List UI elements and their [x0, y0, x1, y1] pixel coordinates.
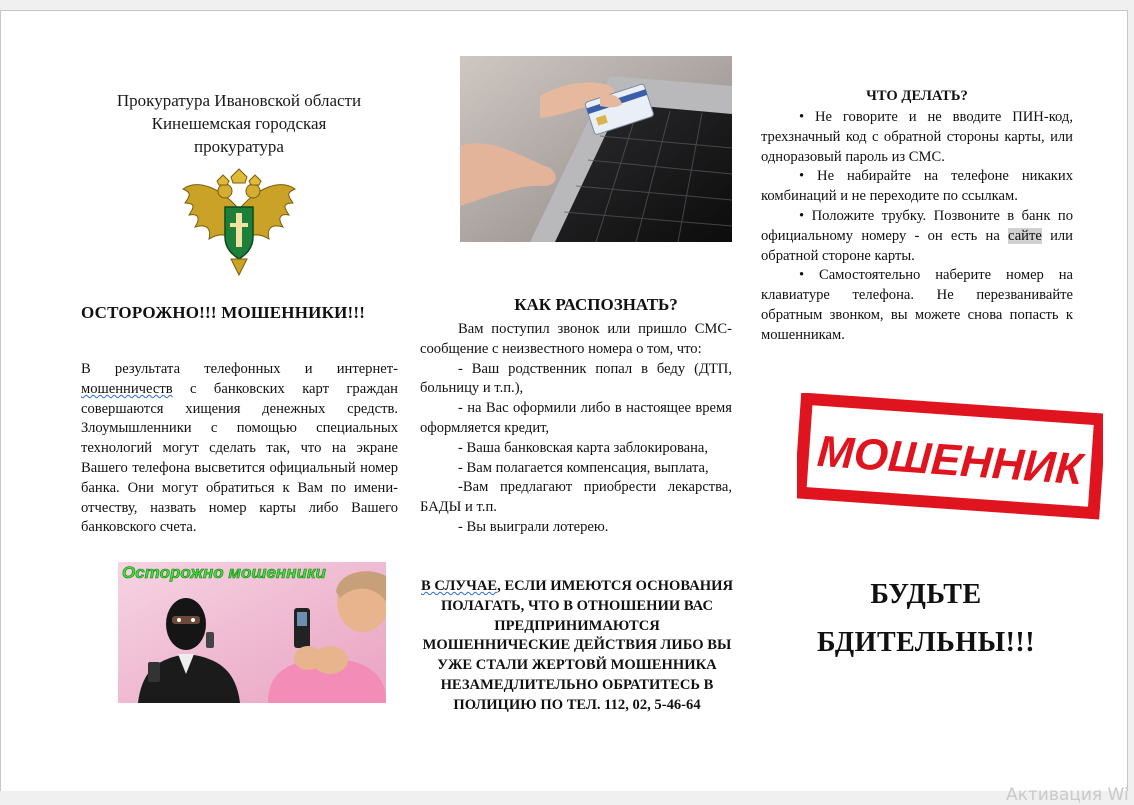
document-page — [0, 10, 1129, 805]
advice-item — [761, 207, 1073, 266]
list-item: - Вам полагается компенсация, выплата, — [458, 459, 709, 476]
recognize-list — [420, 320, 732, 538]
be-vigilant-banner — [781, 571, 1071, 667]
main-title: ОСТОРОЖНО!!! МОШЕННИКИ!!! — [81, 303, 366, 322]
windows-activation-watermark: Активация Wi — [1006, 785, 1129, 805]
warning-text: , ЕСЛИ ИМЕЮТСЯ ОСНОВАНИЯ ПОЛАГАТЬ, ЧТО В ОТНОШЕНИИ ВАС ПРЕДПРИНИМАЮТСЯ МОШЕННИЧЕСКИЕ ДЕЙСТВИЯ ЛИБО ВЫ УЖЕ СТАЛИ ЖЕРТОВЙ МОШЕННИКА НЕЗАМЕДЛИТЕЛЬНО ОБРАТИТЕСЬ В ПОЛИЦИЮ ПО ТЕЛ. 112, 02, 5-46-64 — [422, 578, 733, 713]
advice-item: • Не говорите и не вводите ПИН-код, трехзначный код с обратной стороны карты, или одноразовый пароль из СМС. — [761, 109, 1073, 165]
prosecutor-emblem-icon — [179, 167, 299, 277]
advice-text: • Положите трубку. Позвоните в банк по официальному номеру - он есть на — [761, 207, 1073, 244]
list-item: - Вы выиграли лотерею. — [458, 518, 609, 535]
what-to-do-title: ЧТО ДЕЛАТЬ? — [866, 88, 968, 104]
photo-caption: Осторожно мошенники — [122, 563, 326, 582]
stamp-text: МОШЕННИК — [815, 426, 1085, 495]
advice-text: или обратной стороне карты. — [761, 227, 1073, 264]
org-line-3: прокуратура — [194, 137, 284, 156]
recognize-intro: Вам поступил звонок или пришло СМС- сообщение с неизвестного номера о том, что: — [420, 321, 732, 357]
intro-text-a: В результата телефонных и интернет- — [81, 361, 398, 377]
vigilant-line-1: БУДЬТЕ — [870, 579, 982, 610]
police-warning — [421, 577, 733, 716]
recognize-title: КАК РАСПОЗНАТЬ? — [514, 295, 678, 314]
list-item: - Ваша банковская карта заблокирована, — [458, 439, 709, 456]
advice-item: • Не набирайте на телефоне никаких комбинаций и не переходите по ссылкам. — [761, 168, 1073, 205]
list-item: -Вам предлагают приобрести лекарства, БАДЫ и т.п. — [420, 479, 732, 516]
intro-text-wavy: мошенничеств — [81, 380, 173, 397]
highlighted-word: сайте — [1008, 227, 1042, 244]
organization-header — [104, 89, 374, 158]
list-item: - на Вас оформили либо в настоящее время оформляется кредит, — [420, 400, 732, 436]
laptop-card-photo — [460, 56, 732, 242]
org-line-1: Прокуратура Ивановской области — [116, 91, 362, 110]
list-item: - Ваш родственник попал в беду (ДТП, больницу и т.п.), — [420, 360, 732, 397]
intro-text-b: с банковских карт граждан совершаются хищения денежных средств. Злоумышленники с помощью специальных технологий могут сделать так, что на экране Вашего телефона высветится официальный номер банка. Они могут обратиться к Вам по имени- отчеству, назвать номер карты либо Вашего банковского счета. — [81, 380, 398, 536]
warning-wavy: В СЛУЧАЕ — [421, 578, 498, 594]
advice-item: • Самостоятельно наберите номер на клавиатуре телефона. Не перезванивайте обратным звонком, вы можете снова попасть к мошенникам. — [761, 267, 1073, 343]
what-to-do-list — [761, 108, 1073, 346]
vigilant-line-2: БДИТЕЛЬНЫ!!! — [816, 627, 1036, 658]
fraudster-stamp — [797, 393, 1103, 525]
intro-paragraph — [81, 360, 398, 538]
fraud-warning-photo — [118, 562, 386, 703]
org-line-2: Кинешемская городская — [151, 114, 327, 133]
